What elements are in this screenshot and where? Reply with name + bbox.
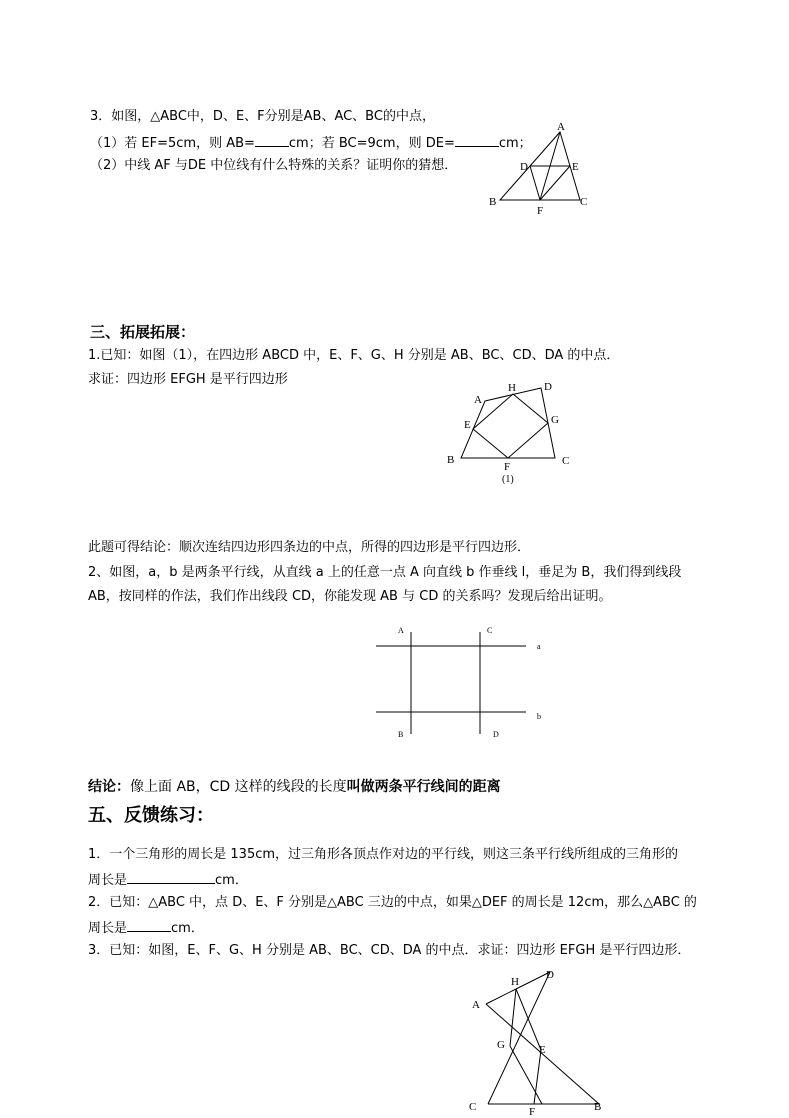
s5-q2-blank[interactable] — [127, 918, 171, 932]
s3-q2-line1: 2、如图，a，b 是两条平行线，从直线 a 上的任意一点 A 向直线 b 作垂线 l，垂足为 B，我们得到线段 — [88, 565, 682, 580]
label-f: F — [537, 205, 544, 217]
s3-final-conclusion — [88, 778, 501, 796]
s5-q2-line1: 2．已知：△ABC 中，点 D、E、F 分别是△ABC 三边的中点，如果△DEF 的周长是 12cm，那么△ABC 的 — [88, 895, 697, 910]
segment-ah — [486, 989, 516, 1004]
s3-q1-line2: 求证：四边形 EFGH 是平行四边形 — [88, 372, 288, 387]
fig1-label-e: E — [464, 419, 471, 431]
segment-hg — [510, 989, 516, 1046]
fig3-label-e: E — [539, 1044, 546, 1056]
segment-dh — [516, 972, 550, 989]
s5-q1-line1: 1．一个三角形的周长是 135cm，过三角形各顶点作对边的平行线，则这三条平行线所组成的三角形的 — [88, 847, 679, 862]
s5-q2-line2 — [88, 918, 204, 938]
q3-part1-c: cm； — [498, 136, 532, 151]
q3-part1-a: （1）若 EF=5cm，则 AB= — [90, 136, 255, 151]
fig1-label-d: D — [544, 381, 552, 393]
label-a: A — [557, 121, 565, 133]
s3-conclusion: 此题可得结论：顺次连结四边形四条边的中点，所得的四边形是平行四边形． — [88, 540, 531, 555]
fig3-label-d: D — [546, 969, 554, 981]
triangle-abc-figure — [480, 120, 600, 220]
s3-q2-line2: AB，按同样的作法，我们作出线段 CD，你能发现 AB 与 CD 的关系吗？发现后给出证明。 — [88, 589, 612, 604]
label-d: D — [520, 161, 528, 173]
parallel-lines-figure — [370, 624, 550, 738]
fig1-label-g: G — [551, 414, 559, 426]
q3-part1 — [90, 133, 532, 153]
label-e: E — [572, 161, 579, 173]
fig1-label-c: C — [562, 455, 570, 467]
label-b: B — [489, 196, 497, 208]
fig2-label-d: D — [493, 730, 499, 739]
fig2-label-c: C — [487, 626, 493, 635]
s5-q2-prefix: 周长是 — [88, 921, 128, 936]
q3-stem: 3．如图，△ABC中，D、E、F分别是AB、AC、BC的中点， — [90, 109, 435, 124]
final-bold: 叫做两条平行线间的距离 — [346, 779, 501, 795]
fig2-label-line-b: b — [537, 712, 541, 721]
s5-q1-suffix: cm． — [215, 873, 248, 888]
s5-q2-suffix: cm． — [171, 921, 204, 936]
fig1-label-a: A — [474, 394, 482, 406]
fig3-label-b: B — [594, 1101, 602, 1113]
segment-gf — [510, 1046, 542, 1104]
fig1-label-h: H — [508, 382, 516, 394]
section3-title: 三、拓展拓展： — [90, 323, 196, 341]
segment-cd — [488, 972, 550, 1104]
fig3-label-h: H — [511, 976, 519, 988]
fig2-label-b: B — [398, 730, 404, 739]
s5-q3-line: 3．已知：如图，E、F、G、H 分别是 AB、BC、CD、DA 的中点．求证：四边形 EFGH 是平行四边形． — [88, 943, 691, 958]
s5-q1-prefix: 周长是 — [88, 873, 128, 888]
final-normal: 像上面 AB，CD 这样的线段的长度 — [130, 779, 347, 795]
segment-df — [530, 166, 540, 200]
section5-title: 五、反馈练习： — [88, 805, 214, 826]
fig1-caption: (1) — [502, 474, 514, 485]
fig2-label-a: A — [398, 626, 404, 635]
q3-part1-b: cm；若 BC=9cm，则 DE= — [288, 136, 455, 151]
fig1-label-b: B — [447, 454, 455, 466]
q3-part2: （2）中线 AF 与DE 中位线有什么特殊的关系？证明你的猜想． — [90, 158, 458, 173]
final-prefix: 结论： — [88, 779, 130, 795]
fig3-label-f: F — [529, 1106, 536, 1118]
crossed-quadrilateral-figure — [462, 962, 612, 1118]
s5-q1-line2 — [88, 870, 248, 890]
fig1-label-f: F — [504, 461, 511, 473]
fig2-label-line-a: a — [537, 642, 541, 651]
label-c: C — [580, 196, 588, 208]
s5-q1-blank[interactable] — [127, 870, 215, 884]
fig3-label-g: G — [497, 1039, 505, 1051]
q3-blank-ab[interactable] — [255, 133, 289, 147]
quadrilateral-figure-1 — [445, 378, 585, 488]
fig3-label-c: C — [469, 1101, 477, 1113]
s3-q1-line1: 1.已知：如图（1），在四边形 ABCD 中，E、F、G、H 分别是 AB、BC、CD、DA 的中点． — [88, 348, 620, 363]
fig3-label-a: A — [472, 999, 480, 1011]
